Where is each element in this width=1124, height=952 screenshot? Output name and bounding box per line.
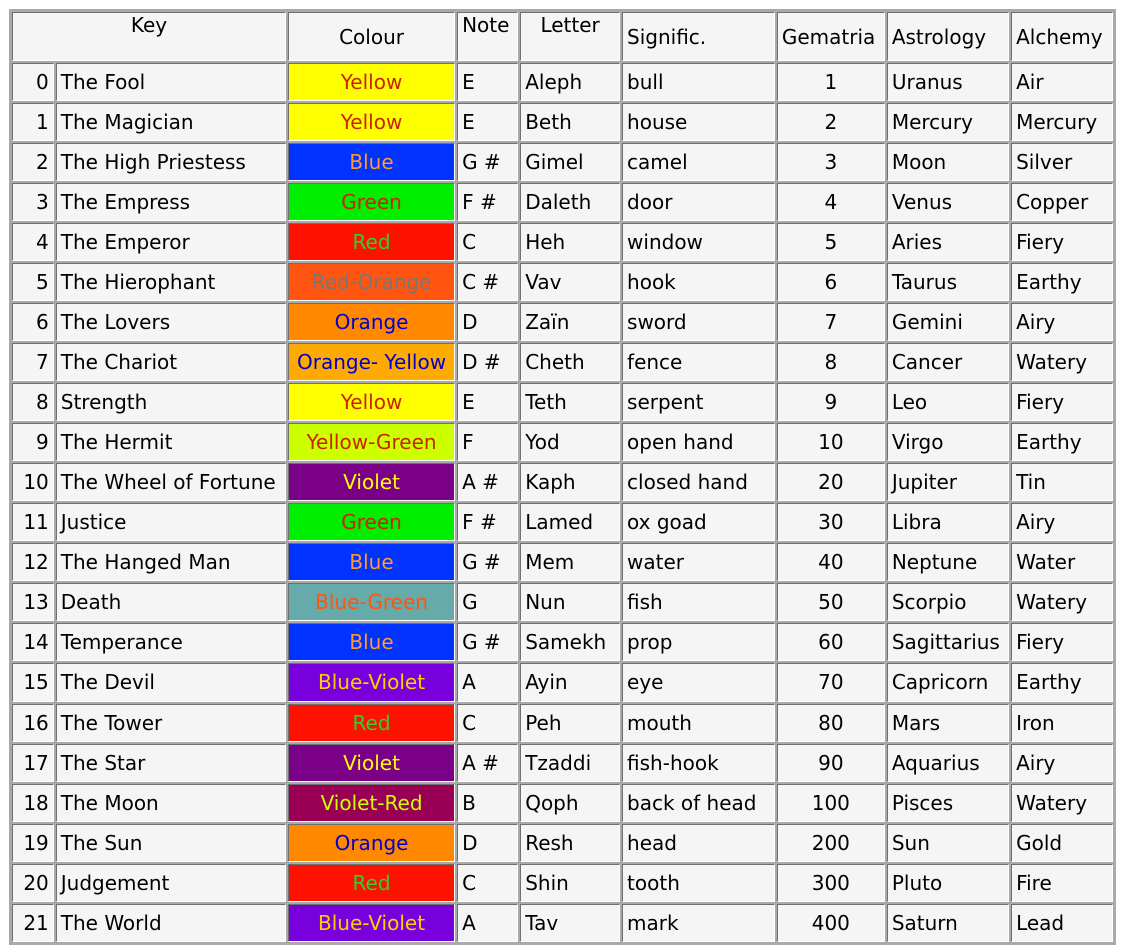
astrology-cell: Moon: [887, 143, 1009, 181]
letter-cell: Resh: [520, 824, 620, 862]
note-cell: E: [457, 103, 518, 141]
letter-cell: Beth: [520, 103, 620, 141]
gematria-cell: 100: [777, 784, 885, 822]
astrology-cell: Gemini: [887, 303, 1009, 341]
alchemy-cell: Fiery: [1011, 623, 1113, 661]
note-cell: C #: [457, 263, 518, 301]
astrology-cell: Mars: [887, 704, 1009, 742]
key-number: 3: [12, 183, 54, 221]
key-number: 0: [12, 63, 54, 101]
alchemy-cell: Iron: [1011, 704, 1113, 742]
colour-cell: Violet: [288, 463, 455, 501]
table-row: [12, 744, 1113, 782]
significance-cell: fish: [622, 583, 775, 621]
note-cell: C: [457, 864, 518, 902]
table-row: [12, 63, 1113, 101]
letter-cell: Tzaddi: [520, 744, 620, 782]
tarot-correspondence-table-frame: [9, 9, 1116, 945]
alchemy-cell: Fire: [1011, 864, 1113, 902]
table-row: [12, 824, 1113, 862]
key-name: The Star: [56, 744, 286, 782]
astrology-cell: Saturn: [887, 904, 1009, 942]
astrology-cell: Virgo: [887, 423, 1009, 461]
colour-cell: Blue: [288, 143, 455, 181]
colour-cell: Orange: [288, 824, 455, 862]
gematria-cell: 3: [777, 143, 885, 181]
table-row: [12, 303, 1113, 341]
astrology-cell: Taurus: [887, 263, 1009, 301]
significance-cell: closed hand: [622, 463, 775, 501]
key-number: 21: [12, 904, 54, 942]
colour-cell: Yellow-Green: [288, 423, 455, 461]
alchemy-cell: Fiery: [1011, 383, 1113, 421]
significance-cell: tooth: [622, 864, 775, 902]
significance-cell: head: [622, 824, 775, 862]
gematria-cell: 80: [777, 704, 885, 742]
alchemy-cell: Earthy: [1011, 423, 1113, 461]
key-name: The Hierophant: [56, 263, 286, 301]
gematria-cell: 5: [777, 223, 885, 261]
colour-cell: Orange- Yellow: [288, 343, 455, 381]
significance-cell: open hand: [622, 423, 775, 461]
key-name: The Empress: [56, 183, 286, 221]
note-cell: F: [457, 423, 518, 461]
key-name: The Magician: [56, 103, 286, 141]
gematria-cell: 9: [777, 383, 885, 421]
gematria-cell: 70: [777, 663, 885, 701]
key-name: The Moon: [56, 784, 286, 822]
key-number: 13: [12, 583, 54, 621]
colour-cell: Green: [288, 183, 455, 221]
key-number: 8: [12, 383, 54, 421]
note-cell: E: [457, 383, 518, 421]
key-name: The Lovers: [56, 303, 286, 341]
significance-cell: ox goad: [622, 503, 775, 541]
letter-cell: Samekh: [520, 623, 620, 661]
alchemy-cell: Silver: [1011, 143, 1113, 181]
colour-cell: Blue: [288, 623, 455, 661]
key-number: 5: [12, 263, 54, 301]
key-number: 19: [12, 824, 54, 862]
header-colour: Colour: [288, 12, 455, 61]
alchemy-cell: Airy: [1011, 744, 1113, 782]
gematria-cell: 60: [777, 623, 885, 661]
letter-cell: Heh: [520, 223, 620, 261]
table-row: [12, 183, 1113, 221]
alchemy-cell: Airy: [1011, 503, 1113, 541]
table-row: [12, 463, 1113, 501]
astrology-cell: Sun: [887, 824, 1009, 862]
colour-cell: Red: [288, 864, 455, 902]
alchemy-cell: Watery: [1011, 784, 1113, 822]
astrology-cell: Cancer: [887, 343, 1009, 381]
alchemy-cell: Earthy: [1011, 263, 1113, 301]
note-cell: G #: [457, 543, 518, 581]
key-name: The Wheel of Fortune: [56, 463, 286, 501]
table-row: [12, 343, 1113, 381]
table-row: [12, 143, 1113, 181]
key-name: Death: [56, 583, 286, 621]
colour-cell: Blue: [288, 543, 455, 581]
key-name: The Fool: [56, 63, 286, 101]
key-number: 9: [12, 423, 54, 461]
note-cell: G: [457, 583, 518, 621]
key-name: The World: [56, 904, 286, 942]
significance-cell: fence: [622, 343, 775, 381]
key-name: The High Priestess: [56, 143, 286, 181]
note-cell: G #: [457, 143, 518, 181]
key-number: 16: [12, 704, 54, 742]
table-row: [12, 583, 1113, 621]
gematria-cell: 4: [777, 183, 885, 221]
key-name: The Devil: [56, 663, 286, 701]
significance-cell: sword: [622, 303, 775, 341]
key-name: Strength: [56, 383, 286, 421]
significance-cell: door: [622, 183, 775, 221]
table-row: [12, 503, 1113, 541]
gematria-cell: 30: [777, 503, 885, 541]
significance-cell: hook: [622, 263, 775, 301]
colour-cell: Red-Orange: [288, 263, 455, 301]
gematria-cell: 90: [777, 744, 885, 782]
key-name: The Tower: [56, 704, 286, 742]
table-row: [12, 263, 1113, 301]
letter-cell: Mem: [520, 543, 620, 581]
table-row: [12, 423, 1113, 461]
colour-cell: Yellow: [288, 383, 455, 421]
gematria-cell: 1: [777, 63, 885, 101]
colour-cell: Blue-Violet: [288, 663, 455, 701]
significance-cell: mouth: [622, 704, 775, 742]
note-cell: A: [457, 663, 518, 701]
header-gematria: Gematria: [777, 12, 885, 61]
table-row: [12, 704, 1113, 742]
header-significance: Signific.: [622, 12, 775, 61]
colour-cell: Blue-Violet: [288, 904, 455, 942]
astrology-cell: Pisces: [887, 784, 1009, 822]
colour-cell: Orange: [288, 303, 455, 341]
key-name: The Chariot: [56, 343, 286, 381]
astrology-cell: Mercury: [887, 103, 1009, 141]
note-cell: E: [457, 63, 518, 101]
gematria-cell: 300: [777, 864, 885, 902]
table-row: [12, 784, 1113, 822]
astrology-cell: Libra: [887, 503, 1009, 541]
astrology-cell: Aries: [887, 223, 1009, 261]
letter-cell: Zaïn: [520, 303, 620, 341]
note-cell: A #: [457, 744, 518, 782]
table-row: [12, 663, 1113, 701]
key-name: The Hermit: [56, 423, 286, 461]
note-cell: A #: [457, 463, 518, 501]
note-cell: D: [457, 303, 518, 341]
letter-cell: Nun: [520, 583, 620, 621]
letter-cell: Daleth: [520, 183, 620, 221]
significance-cell: bull: [622, 63, 775, 101]
letter-cell: Peh: [520, 704, 620, 742]
key-number: 18: [12, 784, 54, 822]
significance-cell: camel: [622, 143, 775, 181]
gematria-cell: 7: [777, 303, 885, 341]
header-row: [12, 12, 1113, 61]
significance-cell: mark: [622, 904, 775, 942]
key-name: The Emperor: [56, 223, 286, 261]
alchemy-cell: Airy: [1011, 303, 1113, 341]
key-number: 14: [12, 623, 54, 661]
gematria-cell: 2: [777, 103, 885, 141]
letter-cell: Gimel: [520, 143, 620, 181]
key-number: 15: [12, 663, 54, 701]
letter-cell: Aleph: [520, 63, 620, 101]
note-cell: C: [457, 704, 518, 742]
note-cell: B: [457, 784, 518, 822]
gematria-cell: 200: [777, 824, 885, 862]
note-cell: C: [457, 223, 518, 261]
colour-cell: Violet: [288, 744, 455, 782]
astrology-cell: Aquarius: [887, 744, 1009, 782]
gematria-cell: 10: [777, 423, 885, 461]
alchemy-cell: Air: [1011, 63, 1113, 101]
note-cell: D: [457, 824, 518, 862]
key-number: 20: [12, 864, 54, 902]
key-name: The Sun: [56, 824, 286, 862]
table-row: [12, 864, 1113, 902]
letter-cell: Qoph: [520, 784, 620, 822]
letter-cell: Teth: [520, 383, 620, 421]
key-number: 17: [12, 744, 54, 782]
letter-cell: Cheth: [520, 343, 620, 381]
tarot-correspondence-table: [10, 10, 1115, 944]
astrology-cell: Jupiter: [887, 463, 1009, 501]
gematria-cell: 400: [777, 904, 885, 942]
note-cell: F #: [457, 503, 518, 541]
gematria-cell: 6: [777, 263, 885, 301]
key-number: 6: [12, 303, 54, 341]
significance-cell: window: [622, 223, 775, 261]
alchemy-cell: Copper: [1011, 183, 1113, 221]
letter-cell: Ayin: [520, 663, 620, 701]
key-number: 12: [12, 543, 54, 581]
alchemy-cell: Water: [1011, 543, 1113, 581]
colour-cell: Red: [288, 223, 455, 261]
significance-cell: back of head: [622, 784, 775, 822]
key-name: Justice: [56, 503, 286, 541]
letter-cell: Yod: [520, 423, 620, 461]
colour-cell: Violet-Red: [288, 784, 455, 822]
colour-cell: Blue-Green: [288, 583, 455, 621]
header-letter: Letter: [520, 12, 620, 61]
table-row: [12, 103, 1113, 141]
alchemy-cell: Mercury: [1011, 103, 1113, 141]
table-row: [12, 623, 1113, 661]
header-astrology: Astrology: [887, 12, 1009, 61]
colour-cell: Yellow: [288, 103, 455, 141]
table-row: [12, 543, 1113, 581]
alchemy-cell: Watery: [1011, 583, 1113, 621]
colour-cell: Green: [288, 503, 455, 541]
colour-cell: Red: [288, 704, 455, 742]
colour-cell: Yellow: [288, 63, 455, 101]
letter-cell: Vav: [520, 263, 620, 301]
header-note: Note: [457, 12, 518, 61]
astrology-cell: Pluto: [887, 864, 1009, 902]
key-name: Judgement: [56, 864, 286, 902]
key-number: 11: [12, 503, 54, 541]
significance-cell: house: [622, 103, 775, 141]
gematria-cell: 50: [777, 583, 885, 621]
letter-cell: Tav: [520, 904, 620, 942]
gematria-cell: 20: [777, 463, 885, 501]
letter-cell: Lamed: [520, 503, 620, 541]
significance-cell: fish-hook: [622, 744, 775, 782]
table-row: [12, 223, 1113, 261]
alchemy-cell: Tin: [1011, 463, 1113, 501]
gematria-cell: 8: [777, 343, 885, 381]
table-row: [12, 904, 1113, 942]
letter-cell: Shin: [520, 864, 620, 902]
key-number: 10: [12, 463, 54, 501]
astrology-cell: Neptune: [887, 543, 1009, 581]
key-name: The Hanged Man: [56, 543, 286, 581]
alchemy-cell: Watery: [1011, 343, 1113, 381]
astrology-cell: Venus: [887, 183, 1009, 221]
note-cell: F #: [457, 183, 518, 221]
note-cell: G #: [457, 623, 518, 661]
header-key: Key: [12, 12, 286, 61]
key-number: 2: [12, 143, 54, 181]
significance-cell: eye: [622, 663, 775, 701]
astrology-cell: Scorpio: [887, 583, 1009, 621]
header-alchemy: Alchemy: [1011, 12, 1113, 61]
table-row: [12, 383, 1113, 421]
significance-cell: prop: [622, 623, 775, 661]
gematria-cell: 40: [777, 543, 885, 581]
astrology-cell: Capricorn: [887, 663, 1009, 701]
alchemy-cell: Lead: [1011, 904, 1113, 942]
key-number: 7: [12, 343, 54, 381]
alchemy-cell: Fiery: [1011, 223, 1113, 261]
alchemy-cell: Gold: [1011, 824, 1113, 862]
key-name: Temperance: [56, 623, 286, 661]
key-number: 1: [12, 103, 54, 141]
note-cell: D #: [457, 343, 518, 381]
astrology-cell: Leo: [887, 383, 1009, 421]
significance-cell: serpent: [622, 383, 775, 421]
alchemy-cell: Earthy: [1011, 663, 1113, 701]
letter-cell: Kaph: [520, 463, 620, 501]
significance-cell: water: [622, 543, 775, 581]
key-number: 4: [12, 223, 54, 261]
astrology-cell: Sagittarius: [887, 623, 1009, 661]
astrology-cell: Uranus: [887, 63, 1009, 101]
note-cell: A: [457, 904, 518, 942]
